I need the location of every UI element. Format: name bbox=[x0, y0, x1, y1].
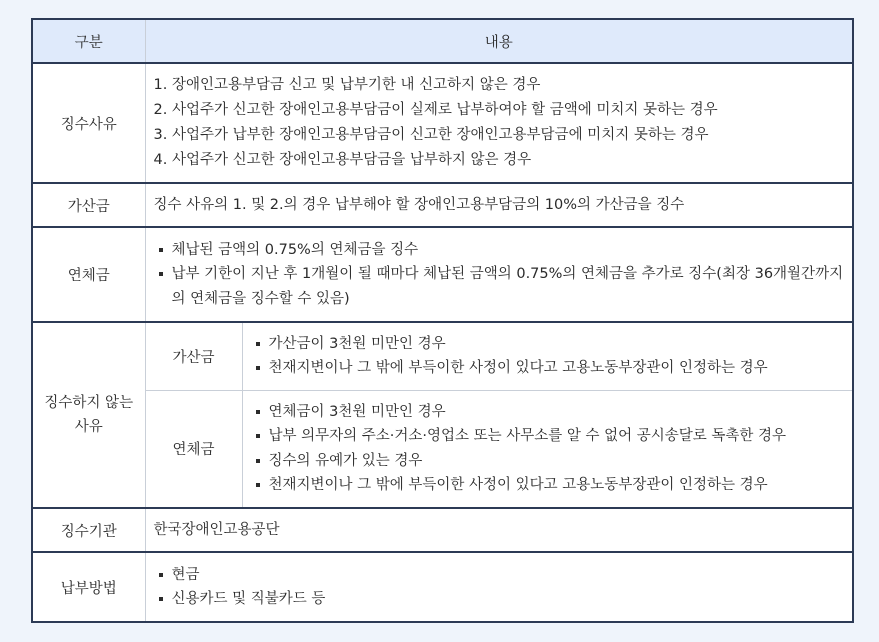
header-content: 내용 bbox=[145, 19, 853, 63]
collection-info-table bbox=[31, 18, 854, 623]
row-label: 연체금 bbox=[32, 227, 145, 322]
reason-item: 4. 사업주가 신고한 장애인고용부담금을 납부하지 않은 경우 bbox=[153, 152, 532, 168]
table-header-row bbox=[32, 19, 853, 63]
list-item: 납부 의무자의 주소·거소·영업소 또는 사무소를 알 수 없어 공시송달로 독촉한 경우 bbox=[251, 424, 845, 449]
list-item: 신용카드 및 직불카드 등 bbox=[154, 587, 845, 612]
sub-label: 연체금 bbox=[145, 390, 242, 508]
list-item: 천재지변이나 그 밖에 부득이한 사정이 있다고 고용노동부장관이 인정하는 경우 bbox=[251, 473, 845, 498]
row-content bbox=[242, 322, 853, 390]
row-content bbox=[145, 63, 853, 183]
row-label: 징수사유 bbox=[32, 63, 145, 183]
row-overdue bbox=[32, 227, 853, 322]
row-content bbox=[145, 227, 853, 322]
list-item: 납부 기한이 지난 후 1개월이 될 때마다 체납된 금액의 0.75%의 연체금을 추가로 징수(최장 36개월간까지의 연체금을 징수할 수 있음) bbox=[154, 262, 845, 311]
reason-item: 3. 사업주가 납부한 장애인고용부담금이 신고한 장애인고용부담금에 미치지 못하는 경우 bbox=[153, 127, 709, 143]
row-label-exempt bbox=[32, 322, 145, 508]
exempt-label-line: 징수하지 않는 bbox=[44, 395, 134, 411]
row-content: 한국장애인고용공단 bbox=[145, 508, 853, 552]
exempt-label-line: 사유 bbox=[74, 419, 103, 435]
row-agency bbox=[32, 508, 853, 552]
reason-item: 1. 장애인고용부담금 신고 및 납부기한 내 신고하지 않은 경우 bbox=[153, 77, 541, 93]
list-item: 연체금이 3천원 미만인 경우 bbox=[251, 400, 845, 425]
list-item: 체납된 금액의 0.75%의 연체금을 징수 bbox=[154, 238, 845, 263]
row-surcharge bbox=[32, 183, 853, 227]
row-content bbox=[145, 552, 853, 622]
row-exempt-overdue bbox=[32, 390, 853, 508]
row-content: 징수 사유의 1. 및 2.의 경우 납부해야 할 장애인고용부담금의 10%의 가산금을 징수 bbox=[145, 183, 853, 227]
list-item: 징수의 유예가 있는 경우 bbox=[251, 449, 845, 474]
row-label: 징수기관 bbox=[32, 508, 145, 552]
row-exempt-surcharge bbox=[32, 322, 853, 390]
list-item: 가산금이 3천원 미만인 경우 bbox=[251, 332, 845, 357]
row-payment bbox=[32, 552, 853, 622]
sub-label: 가산금 bbox=[145, 322, 242, 390]
row-label: 납부방법 bbox=[32, 552, 145, 622]
list-item: 천재지변이나 그 밖에 부득이한 사정이 있다고 고용노동부장관이 인정하는 경우 bbox=[251, 356, 845, 381]
row-label: 가산금 bbox=[32, 183, 145, 227]
list-item: 현금 bbox=[154, 563, 845, 588]
row-content bbox=[242, 390, 853, 508]
reason-item: 2. 사업주가 신고한 장애인고용부담금이 실제로 납부하여야 할 금액에 미치지 못하는 경우 bbox=[153, 102, 718, 118]
row-collection-reason bbox=[32, 63, 853, 183]
header-category: 구분 bbox=[32, 19, 145, 63]
